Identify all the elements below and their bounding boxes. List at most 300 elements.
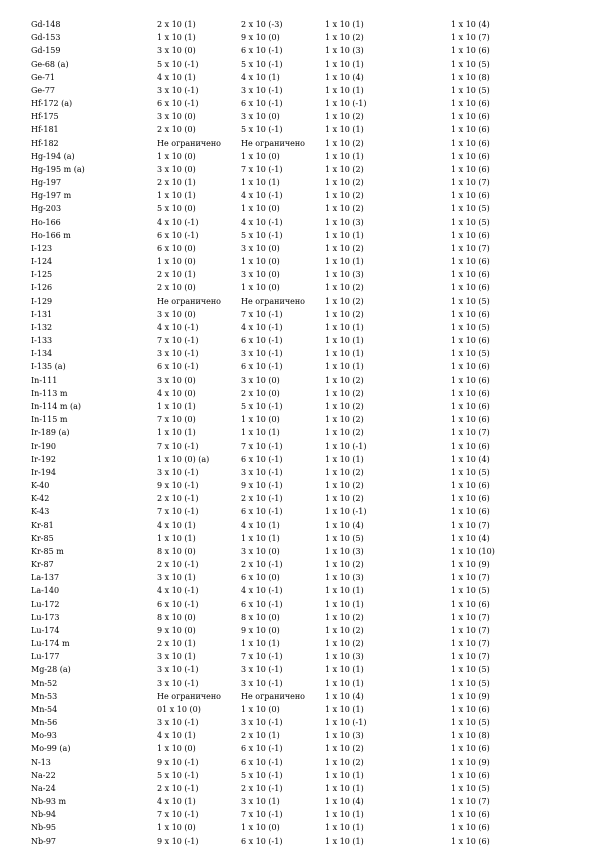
a2-value-cell: 3 x 10 (-1) xyxy=(241,665,283,675)
a1-value-cell: 2 x 10 (1) xyxy=(157,639,196,649)
activity-concentration-cell: 1 x 10 (1) xyxy=(325,599,364,609)
activity-limit-cell: 1 x 10 (6) xyxy=(451,46,490,56)
table-row xyxy=(31,716,571,729)
nuclide-cell: I-132 xyxy=(31,322,53,332)
a2-value-cell: 6 x 10 (-1) xyxy=(241,599,283,609)
activity-limit-cell: 1 x 10 (5) xyxy=(451,467,490,477)
nuclide-cell: In-114 m (a) xyxy=(31,401,81,411)
a2-value-cell: 3 x 10 (-1) xyxy=(241,85,283,95)
activity-concentration-cell: 1 x 10 (1) xyxy=(325,454,364,464)
a1-value-cell: 3 x 10 (-1) xyxy=(157,85,199,95)
table-row xyxy=(31,374,571,387)
a1-value-cell: 2 x 10 (-1) xyxy=(157,783,199,793)
nuclide-cell: La-140 xyxy=(31,586,60,596)
radionuclide-table xyxy=(31,18,571,848)
nuclide-cell: In-111 xyxy=(31,375,58,385)
table-row xyxy=(31,137,571,150)
a1-value-cell: 1 x 10 (1) xyxy=(157,33,196,43)
table-row xyxy=(31,123,571,136)
a1-value-cell: 2 x 10 (1) xyxy=(157,178,196,188)
nuclide-cell: N-13 xyxy=(31,757,51,767)
table-row xyxy=(31,202,571,215)
a1-value-cell: 7 x 10 (0) xyxy=(157,415,196,425)
activity-limit-cell: 1 x 10 (6) xyxy=(451,164,490,174)
nuclide-cell: Mn-53 xyxy=(31,691,58,701)
a2-value-cell: 9 x 10 (0) xyxy=(241,33,280,43)
a1-value-cell: 3 x 10 (-1) xyxy=(157,665,199,675)
a1-value-cell: 3 x 10 (0) xyxy=(157,375,196,385)
activity-concentration-cell: 1 x 10 (1) xyxy=(325,20,364,29)
activity-concentration-cell: 1 x 10 (5) xyxy=(325,533,364,543)
a2-value-cell: 2 x 10 (-1) xyxy=(241,494,283,504)
activity-concentration-cell: 1 x 10 (1) xyxy=(325,322,364,332)
a1-value-cell: 9 x 10 (-1) xyxy=(157,757,199,767)
activity-limit-cell: 1 x 10 (6) xyxy=(451,230,490,240)
nuclide-cell: Lu-177 xyxy=(31,652,60,662)
table-row xyxy=(31,466,571,479)
activity-limit-cell: 1 x 10 (6) xyxy=(451,415,490,425)
a2-value-cell: 5 x 10 (-1) xyxy=(241,230,283,240)
activity-limit-cell: 1 x 10 (6) xyxy=(451,823,490,833)
nuclide-cell: I-125 xyxy=(31,270,53,280)
activity-concentration-cell: 1 x 10 (3) xyxy=(325,731,364,741)
nuclide-cell: Mo-93 xyxy=(31,731,57,741)
a1-value-cell: 3 x 10 (0) xyxy=(157,112,196,122)
activity-limit-cell: 1 x 10 (6) xyxy=(451,138,490,148)
activity-concentration-cell: 1 x 10 (2) xyxy=(325,560,364,570)
activity-limit-cell: 1 x 10 (6) xyxy=(451,309,490,319)
table-row xyxy=(31,400,571,413)
activity-limit-cell: 1 x 10 (9) xyxy=(451,757,490,767)
a2-value-cell: 2 x 10 (-1) xyxy=(241,560,283,570)
nuclide-cell: Mg-28 (a) xyxy=(31,665,71,675)
a1-value-cell: 1 x 10 (0) xyxy=(157,823,196,833)
a2-value-cell: 5 x 10 (-1) xyxy=(241,401,283,411)
activity-limit-cell: 1 x 10 (5) xyxy=(451,718,490,728)
activity-limit-cell: 1 x 10 (6) xyxy=(451,151,490,161)
activity-limit-cell: 1 x 10 (5) xyxy=(451,665,490,675)
a1-value-cell: 4 x 10 (-1) xyxy=(157,322,199,332)
table-row xyxy=(31,558,571,571)
table-row xyxy=(31,268,571,281)
a2-value-cell: 3 x 10 (1) xyxy=(241,797,280,807)
a1-value-cell: 3 x 10 (0) xyxy=(157,164,196,174)
activity-limit-cell: 1 x 10 (6) xyxy=(451,770,490,780)
table-row xyxy=(31,742,571,755)
a2-value-cell: 6 x 10 (0) xyxy=(241,573,280,583)
a1-value-cell: 2 x 10 (1) xyxy=(157,20,196,29)
activity-concentration-cell: 1 x 10 (3) xyxy=(325,46,364,56)
table-row xyxy=(31,756,571,769)
nuclide-cell: Gd-148 xyxy=(31,20,61,29)
a1-value-cell: 9 x 10 (-1) xyxy=(157,836,199,846)
a1-value-cell: 7 x 10 (-1) xyxy=(157,441,199,451)
table-row xyxy=(31,650,571,663)
activity-limit-cell: 1 x 10 (5) xyxy=(451,204,490,214)
nuclide-cell: K-42 xyxy=(31,494,50,504)
a2-value-cell: 6 x 10 (-1) xyxy=(241,757,283,767)
table-row xyxy=(31,31,571,44)
activity-concentration-cell: 1 x 10 (-1) xyxy=(325,718,367,728)
table-row xyxy=(31,44,571,57)
a2-value-cell: 1 x 10 (1) xyxy=(241,178,280,188)
a2-value-cell: 1 x 10 (0) xyxy=(241,704,280,714)
a2-value-cell: 1 x 10 (1) xyxy=(241,533,280,543)
a2-value-cell: 3 x 10 (0) xyxy=(241,112,280,122)
activity-concentration-cell: 1 x 10 (1) xyxy=(325,230,364,240)
activity-limit-cell: 1 x 10 (6) xyxy=(451,599,490,609)
activity-concentration-cell: 1 x 10 (3) xyxy=(325,217,364,227)
table-row xyxy=(31,163,571,176)
activity-limit-cell: 1 x 10 (5) xyxy=(451,678,490,688)
activity-concentration-cell: 1 x 10 (1) xyxy=(325,770,364,780)
activity-concentration-cell: 1 x 10 (2) xyxy=(325,625,364,635)
a1-value-cell: 2 x 10 (0) xyxy=(157,125,196,135)
table-row xyxy=(31,426,571,439)
table-row xyxy=(31,334,571,347)
a1-value-cell: Не ограничено xyxy=(157,691,221,701)
nuclide-cell: Nb-93 m xyxy=(31,797,67,807)
nuclide-cell: Na-22 xyxy=(31,770,56,780)
nuclide-cell: Hf-182 xyxy=(31,138,59,148)
a2-value-cell: 2 x 10 (-1) xyxy=(241,783,283,793)
activity-limit-cell: 1 x 10 (4) xyxy=(451,454,490,464)
nuclide-cell: Ge-77 xyxy=(31,85,56,95)
a1-value-cell: 4 x 10 (1) xyxy=(157,72,196,82)
activity-limit-cell: 1 x 10 (7) xyxy=(451,652,490,662)
activity-concentration-cell: 1 x 10 (2) xyxy=(325,204,364,214)
table-row xyxy=(31,110,571,123)
a1-value-cell: 5 x 10 (-1) xyxy=(157,59,199,69)
a1-value-cell: 1 x 10 (0) xyxy=(157,151,196,161)
activity-concentration-cell: 1 x 10 (3) xyxy=(325,546,364,556)
a2-value-cell: 6 x 10 (-1) xyxy=(241,46,283,56)
nuclide-cell: La-137 xyxy=(31,573,60,583)
nuclide-cell: I-129 xyxy=(31,296,53,306)
table-row xyxy=(31,729,571,742)
a2-value-cell: 7 x 10 (-1) xyxy=(241,810,283,820)
a2-value-cell: 5 x 10 (-1) xyxy=(241,770,283,780)
a2-value-cell: 6 x 10 (-1) xyxy=(241,99,283,109)
table-row xyxy=(31,808,571,821)
a2-value-cell: 1 x 10 (0) xyxy=(241,823,280,833)
table-row xyxy=(31,387,571,400)
activity-concentration-cell: 1 x 10 (2) xyxy=(325,612,364,622)
a2-value-cell: 5 x 10 (-1) xyxy=(241,125,283,135)
a2-value-cell: 6 x 10 (-1) xyxy=(241,836,283,846)
table-row xyxy=(31,690,571,703)
activity-limit-cell: 1 x 10 (4) xyxy=(451,20,490,29)
table-row xyxy=(31,281,571,294)
table-row xyxy=(31,295,571,308)
activity-concentration-cell: 1 x 10 (2) xyxy=(325,415,364,425)
a2-value-cell: 3 x 10 (-1) xyxy=(241,718,283,728)
activity-concentration-cell: 1 x 10 (4) xyxy=(325,72,364,82)
nuclide-cell: I-133 xyxy=(31,336,53,346)
nuclide-cell: Hf-175 xyxy=(31,112,59,122)
a1-value-cell: 4 x 10 (1) xyxy=(157,731,196,741)
a2-value-cell: 3 x 10 (0) xyxy=(241,243,280,253)
nuclide-cell: Kr-85 xyxy=(31,533,54,543)
activity-limit-cell: 1 x 10 (7) xyxy=(451,573,490,583)
a2-value-cell: 4 x 10 (-1) xyxy=(241,586,283,596)
a2-value-cell: 1 x 10 (0) xyxy=(241,257,280,267)
a1-value-cell: 3 x 10 (1) xyxy=(157,573,196,583)
activity-limit-cell: 1 x 10 (7) xyxy=(451,612,490,622)
activity-concentration-cell: 1 x 10 (1) xyxy=(325,665,364,675)
table-row xyxy=(31,321,571,334)
table-row xyxy=(31,18,571,31)
nuclide-cell: Hg-197 xyxy=(31,178,62,188)
table-row xyxy=(31,216,571,229)
a1-value-cell: 4 x 10 (1) xyxy=(157,520,196,530)
a2-value-cell: 2 x 10 (1) xyxy=(241,731,280,741)
a1-value-cell: 7 x 10 (-1) xyxy=(157,810,199,820)
a1-value-cell: Не ограничено xyxy=(157,296,221,306)
activity-limit-cell: 1 x 10 (4) xyxy=(451,533,490,543)
nuclide-cell: Lu-174 xyxy=(31,625,60,635)
activity-limit-cell: 1 x 10 (5) xyxy=(451,783,490,793)
a2-value-cell: 6 x 10 (-1) xyxy=(241,744,283,754)
table-row xyxy=(31,782,571,795)
nuclide-cell: Hg-194 (a) xyxy=(31,151,75,161)
nuclide-cell: Hg-203 xyxy=(31,204,62,214)
activity-concentration-cell: 1 x 10 (1) xyxy=(325,85,364,95)
a1-value-cell: 6 x 10 (0) xyxy=(157,243,196,253)
a2-value-cell: 3 x 10 (-1) xyxy=(241,678,283,688)
nuclide-cell: I-135 (a) xyxy=(31,362,66,372)
table-row xyxy=(31,703,571,716)
a1-value-cell: 3 x 10 (0) xyxy=(157,309,196,319)
activity-concentration-cell: 1 x 10 (1) xyxy=(325,151,364,161)
activity-concentration-cell: 1 x 10 (3) xyxy=(325,652,364,662)
a2-value-cell: 3 x 10 (0) xyxy=(241,375,280,385)
activity-limit-cell: 1 x 10 (6) xyxy=(451,125,490,135)
table-row xyxy=(31,453,571,466)
activity-concentration-cell: 1 x 10 (2) xyxy=(325,388,364,398)
a2-value-cell: 7 x 10 (-1) xyxy=(241,309,283,319)
nuclide-cell: K-40 xyxy=(31,481,50,491)
a1-value-cell: 3 x 10 (-1) xyxy=(157,718,199,728)
table-row xyxy=(31,769,571,782)
a2-value-cell: 4 x 10 (-1) xyxy=(241,191,283,201)
a2-value-cell: Не ограничено xyxy=(241,691,305,701)
a1-value-cell: 7 x 10 (-1) xyxy=(157,507,199,517)
a1-value-cell: 3 x 10 (-1) xyxy=(157,678,199,688)
a2-value-cell: 4 x 10 (-1) xyxy=(241,322,283,332)
activity-limit-cell: 1 x 10 (7) xyxy=(451,243,490,253)
nuclide-cell: Ir-192 xyxy=(31,454,56,464)
a2-value-cell: 6 x 10 (-1) xyxy=(241,336,283,346)
activity-concentration-cell: 1 x 10 (4) xyxy=(325,797,364,807)
nuclide-cell: Lu-173 xyxy=(31,612,60,622)
activity-concentration-cell: 1 x 10 (-1) xyxy=(325,99,367,109)
nuclide-cell: In-113 m xyxy=(31,388,68,398)
nuclide-cell: Mo-99 (a) xyxy=(31,744,71,754)
activity-concentration-cell: 1 x 10 (2) xyxy=(325,283,364,293)
table-row xyxy=(31,795,571,808)
nuclide-cell: Hf-181 xyxy=(31,125,59,135)
a2-value-cell: 9 x 10 (-1) xyxy=(241,481,283,491)
a2-value-cell: 6 x 10 (-1) xyxy=(241,362,283,372)
activity-limit-cell: 1 x 10 (6) xyxy=(451,704,490,714)
activity-limit-cell: 1 x 10 (6) xyxy=(451,401,490,411)
activity-limit-cell: 1 x 10 (8) xyxy=(451,72,490,82)
nuclide-cell: Ir-190 xyxy=(31,441,56,451)
activity-limit-cell: 1 x 10 (6) xyxy=(451,270,490,280)
a1-value-cell: 2 x 10 (0) xyxy=(157,283,196,293)
activity-limit-cell: 1 x 10 (6) xyxy=(451,99,490,109)
nuclide-cell: K-43 xyxy=(31,507,50,517)
table-row xyxy=(31,821,571,834)
nuclide-cell: Hg-197 m xyxy=(31,191,72,201)
activity-limit-cell: 1 x 10 (5) xyxy=(451,296,490,306)
a1-value-cell: 4 x 10 (1) xyxy=(157,797,196,807)
table-row xyxy=(31,308,571,321)
a2-value-cell: 3 x 10 (-1) xyxy=(241,349,283,359)
nuclide-cell: Ge-71 xyxy=(31,72,56,82)
nuclide-cell: Kr-87 xyxy=(31,560,54,570)
a1-value-cell: 8 x 10 (0) xyxy=(157,546,196,556)
activity-limit-cell: 1 x 10 (6) xyxy=(451,744,490,754)
nuclide-cell: Hf-172 (a) xyxy=(31,99,73,109)
activity-concentration-cell: 1 x 10 (2) xyxy=(325,309,364,319)
activity-concentration-cell: 1 x 10 (3) xyxy=(325,573,364,583)
table-row xyxy=(31,637,571,650)
activity-concentration-cell: 1 x 10 (1) xyxy=(325,362,364,372)
activity-limit-cell: 1 x 10 (7) xyxy=(451,520,490,530)
a2-value-cell: 1 x 10 (0) xyxy=(241,283,280,293)
table-row xyxy=(31,677,571,690)
activity-limit-cell: 1 x 10 (6) xyxy=(451,836,490,846)
a1-value-cell: 6 x 10 (-1) xyxy=(157,99,199,109)
activity-limit-cell: 1 x 10 (7) xyxy=(451,178,490,188)
a1-value-cell: 2 x 10 (1) xyxy=(157,270,196,280)
table-row xyxy=(31,150,571,163)
a2-value-cell: 4 x 10 (1) xyxy=(241,520,280,530)
nuclide-cell: Nb-97 xyxy=(31,836,57,846)
nuclide-cell: Hg-195 m (a) xyxy=(31,164,85,174)
a1-value-cell: 6 x 10 (-1) xyxy=(157,362,199,372)
nuclide-cell: Mn-54 xyxy=(31,704,58,714)
nuclide-cell: I-123 xyxy=(31,243,53,253)
activity-concentration-cell: 1 x 10 (2) xyxy=(325,112,364,122)
nuclide-cell: Gd-159 xyxy=(31,46,61,56)
a1-value-cell: 2 x 10 (-1) xyxy=(157,494,199,504)
nuclide-cell: Ho-166 m xyxy=(31,230,71,240)
a1-value-cell: 7 x 10 (-1) xyxy=(157,336,199,346)
nuclide-cell: I-126 xyxy=(31,283,53,293)
activity-concentration-cell: 1 x 10 (1) xyxy=(325,336,364,346)
a1-value-cell: 3 x 10 (1) xyxy=(157,652,196,662)
nuclide-cell: Mn-52 xyxy=(31,678,58,688)
a2-value-cell: Не ограничено xyxy=(241,138,305,148)
activity-limit-cell: 1 x 10 (5) xyxy=(451,217,490,227)
activity-limit-cell: 1 x 10 (10) xyxy=(451,546,495,556)
a1-value-cell: 3 x 10 (-1) xyxy=(157,467,199,477)
activity-concentration-cell: 1 x 10 (2) xyxy=(325,178,364,188)
table-row xyxy=(31,84,571,97)
activity-limit-cell: 1 x 10 (6) xyxy=(451,257,490,267)
a2-value-cell: 1 x 10 (1) xyxy=(241,428,280,438)
table-row xyxy=(31,835,571,848)
activity-limit-cell: 1 x 10 (6) xyxy=(451,481,490,491)
table-row xyxy=(31,492,571,505)
activity-concentration-cell: 1 x 10 (2) xyxy=(325,375,364,385)
nuclide-cell: Ir-189 (a) xyxy=(31,428,70,438)
table-row xyxy=(31,545,571,558)
nuclide-cell: Mn-56 xyxy=(31,718,58,728)
table-row xyxy=(31,532,571,545)
activity-concentration-cell: 1 x 10 (1) xyxy=(325,836,364,846)
table-row xyxy=(31,611,571,624)
a2-value-cell: 1 x 10 (0) xyxy=(241,204,280,214)
a2-value-cell: 7 x 10 (-1) xyxy=(241,652,283,662)
table-row xyxy=(31,242,571,255)
a1-value-cell: 4 x 10 (-1) xyxy=(157,217,199,227)
table-row xyxy=(31,413,571,426)
activity-concentration-cell: 1 x 10 (1) xyxy=(325,257,364,267)
table-row xyxy=(31,598,571,611)
a1-value-cell: 1 x 10 (1) xyxy=(157,533,196,543)
activity-limit-cell: 1 x 10 (5) xyxy=(451,349,490,359)
activity-limit-cell: 1 x 10 (6) xyxy=(451,375,490,385)
a2-value-cell: 6 x 10 (-1) xyxy=(241,454,283,464)
a1-value-cell: 5 x 10 (-1) xyxy=(157,770,199,780)
table-row xyxy=(31,58,571,71)
a1-value-cell: 01 x 10 (0) xyxy=(157,704,201,714)
table-row xyxy=(31,71,571,84)
activity-limit-cell: 1 x 10 (6) xyxy=(451,388,490,398)
activity-concentration-cell: 1 x 10 (2) xyxy=(325,428,364,438)
table-row xyxy=(31,479,571,492)
activity-limit-cell: 1 x 10 (6) xyxy=(451,810,490,820)
activity-limit-cell: 1 x 10 (6) xyxy=(451,112,490,122)
a1-value-cell: 9 x 10 (0) xyxy=(157,625,196,635)
a2-value-cell: 4 x 10 (1) xyxy=(241,72,280,82)
activity-concentration-cell: 1 x 10 (-1) xyxy=(325,441,367,451)
a2-value-cell: 5 x 10 (-1) xyxy=(241,59,283,69)
activity-concentration-cell: 1 x 10 (2) xyxy=(325,191,364,201)
nuclide-cell: Lu-174 m xyxy=(31,639,70,649)
table-row xyxy=(31,97,571,110)
activity-concentration-cell: 1 x 10 (2) xyxy=(325,639,364,649)
nuclide-cell: Kr-85 m xyxy=(31,546,64,556)
activity-limit-cell: 1 x 10 (5) xyxy=(451,322,490,332)
activity-limit-cell: 1 x 10 (6) xyxy=(451,336,490,346)
a1-value-cell: 3 x 10 (0) xyxy=(157,46,196,56)
a2-value-cell: 3 x 10 (-1) xyxy=(241,467,283,477)
activity-concentration-cell: 1 x 10 (1) xyxy=(325,349,364,359)
activity-concentration-cell: 1 x 10 (4) xyxy=(325,520,364,530)
a1-value-cell: 1 x 10 (0) xyxy=(157,257,196,267)
a2-value-cell: 3 x 10 (0) xyxy=(241,546,280,556)
a2-value-cell: 3 x 10 (0) xyxy=(241,270,280,280)
activity-concentration-cell: 1 x 10 (2) xyxy=(325,33,364,43)
nuclide-cell: Gd-153 xyxy=(31,33,61,43)
table-row xyxy=(31,519,571,532)
activity-limit-cell: 1 x 10 (9) xyxy=(451,560,490,570)
table-row xyxy=(31,229,571,242)
activity-concentration-cell: 1 x 10 (2) xyxy=(325,481,364,491)
a2-value-cell: 9 x 10 (0) xyxy=(241,625,280,635)
nuclide-cell: Nb-94 xyxy=(31,810,57,820)
activity-limit-cell: 1 x 10 (7) xyxy=(451,797,490,807)
activity-concentration-cell: 1 x 10 (-1) xyxy=(325,507,367,517)
a2-value-cell: 8 x 10 (0) xyxy=(241,612,280,622)
activity-limit-cell: 1 x 10 (6) xyxy=(451,191,490,201)
a2-value-cell: 1 x 10 (1) xyxy=(241,639,280,649)
